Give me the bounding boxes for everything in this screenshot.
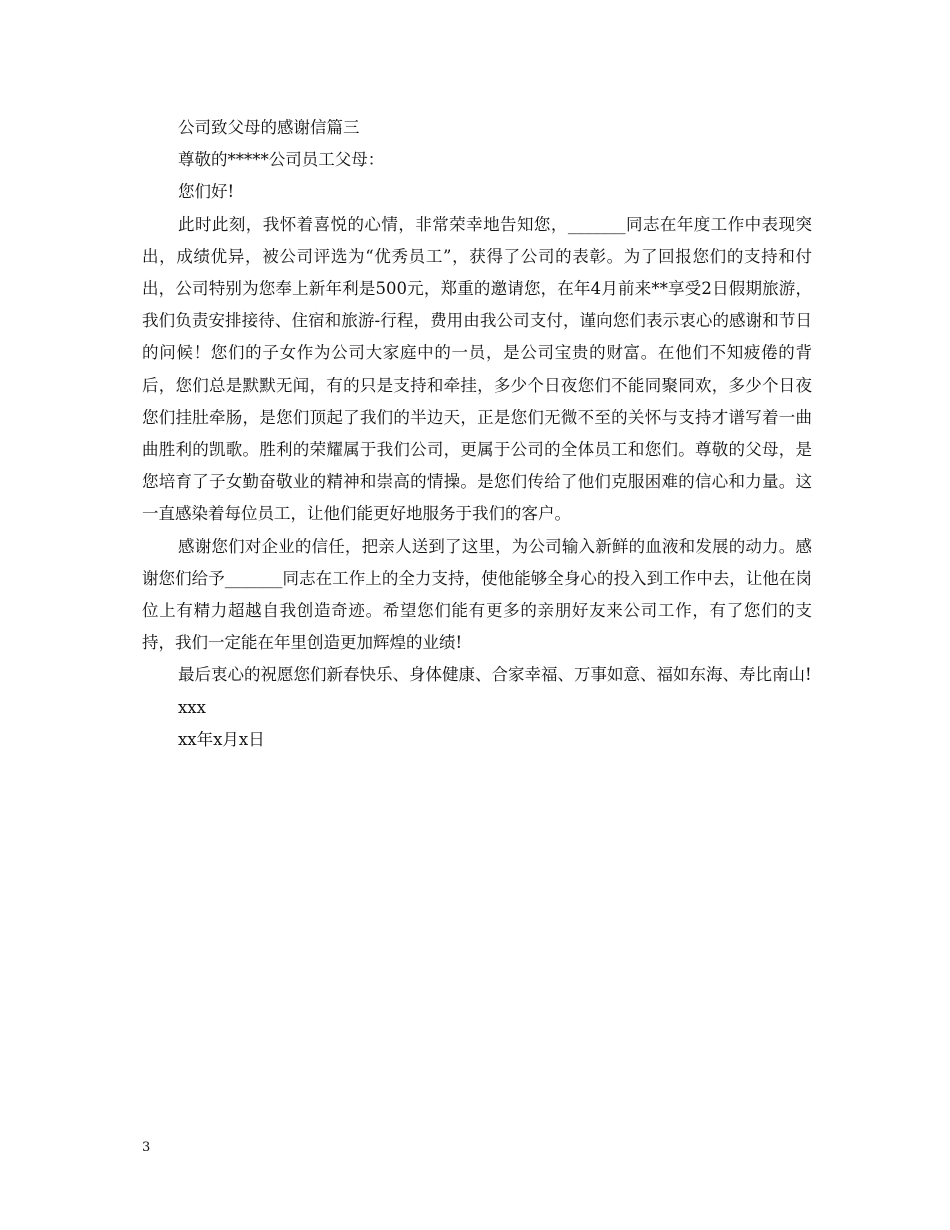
signature: xxx (178, 697, 206, 717)
letter-date: xx年x月x日 (178, 729, 265, 749)
letter-title: 公司致父母的感谢信篇三 (178, 118, 360, 137)
paragraph-3: 最后衷心的祝愿您们新春快乐、身体健康、合家幸福、万事如意、福如东海、寿比南山! (178, 665, 812, 685)
paragraph-2: 感谢您们对企业的信任，把亲人送到了这里，为公司输入新鲜的血液和发展的动力。感谢您们给予_______同志在工作上的全力支持，使他能够全身心的投入到工作中去，让他在岗位上有精力超越自我创造奇迹。希望您们能有更多的亲朋好友来公司工作，有了您们的支持，我们一定能在年里创造更加辉煌的业绩! (142, 536, 812, 653)
page-number: 3 (142, 1140, 151, 1155)
letter-body (142, 112, 812, 756)
paragraph-1: 此时此刻，我怀着喜悦的心情，非常荣幸地告知您，_______同志在年度工作中表现突出，成绩优异，被公司评选为“优秀员工”，获得了公司的表彰。为了回报您们的支持和付出，公司特别为您奉上新年利是500元，郑重的邀请您，在年4月前来**享受2日假期旅游，我们负责安排接待、住宿和旅游-行程，费用由我公司支付，谨向您们表示衷心的感谢和节日的问候！您们的子女作为公司大家庭中的一员，是公司宝贵的财富。在他们不知疲倦的背后，您们总是默默无闻，有的只是支持和牵挂，多少个日夜您们不能同聚同欢，多少个日夜您们挂肚牵肠，是您们顶起了我们的半边天，正是您们无微不至的关怀与支持才谱写着一曲曲胜利的凯歌。胜利的荣耀属于我们公司，更属于公司的全体员工和您们。尊敬的父母，是您培育了子女勤奋敬业的精神和崇高的情操。是您们传给了他们克服困难的信心和力量。这一直感染着每位员工，让他们能更好地服务于我们的客户。 (142, 214, 812, 524)
greeting: 您们好! (178, 182, 235, 202)
salutation: 尊敬的*****公司员工父母： (178, 150, 385, 170)
